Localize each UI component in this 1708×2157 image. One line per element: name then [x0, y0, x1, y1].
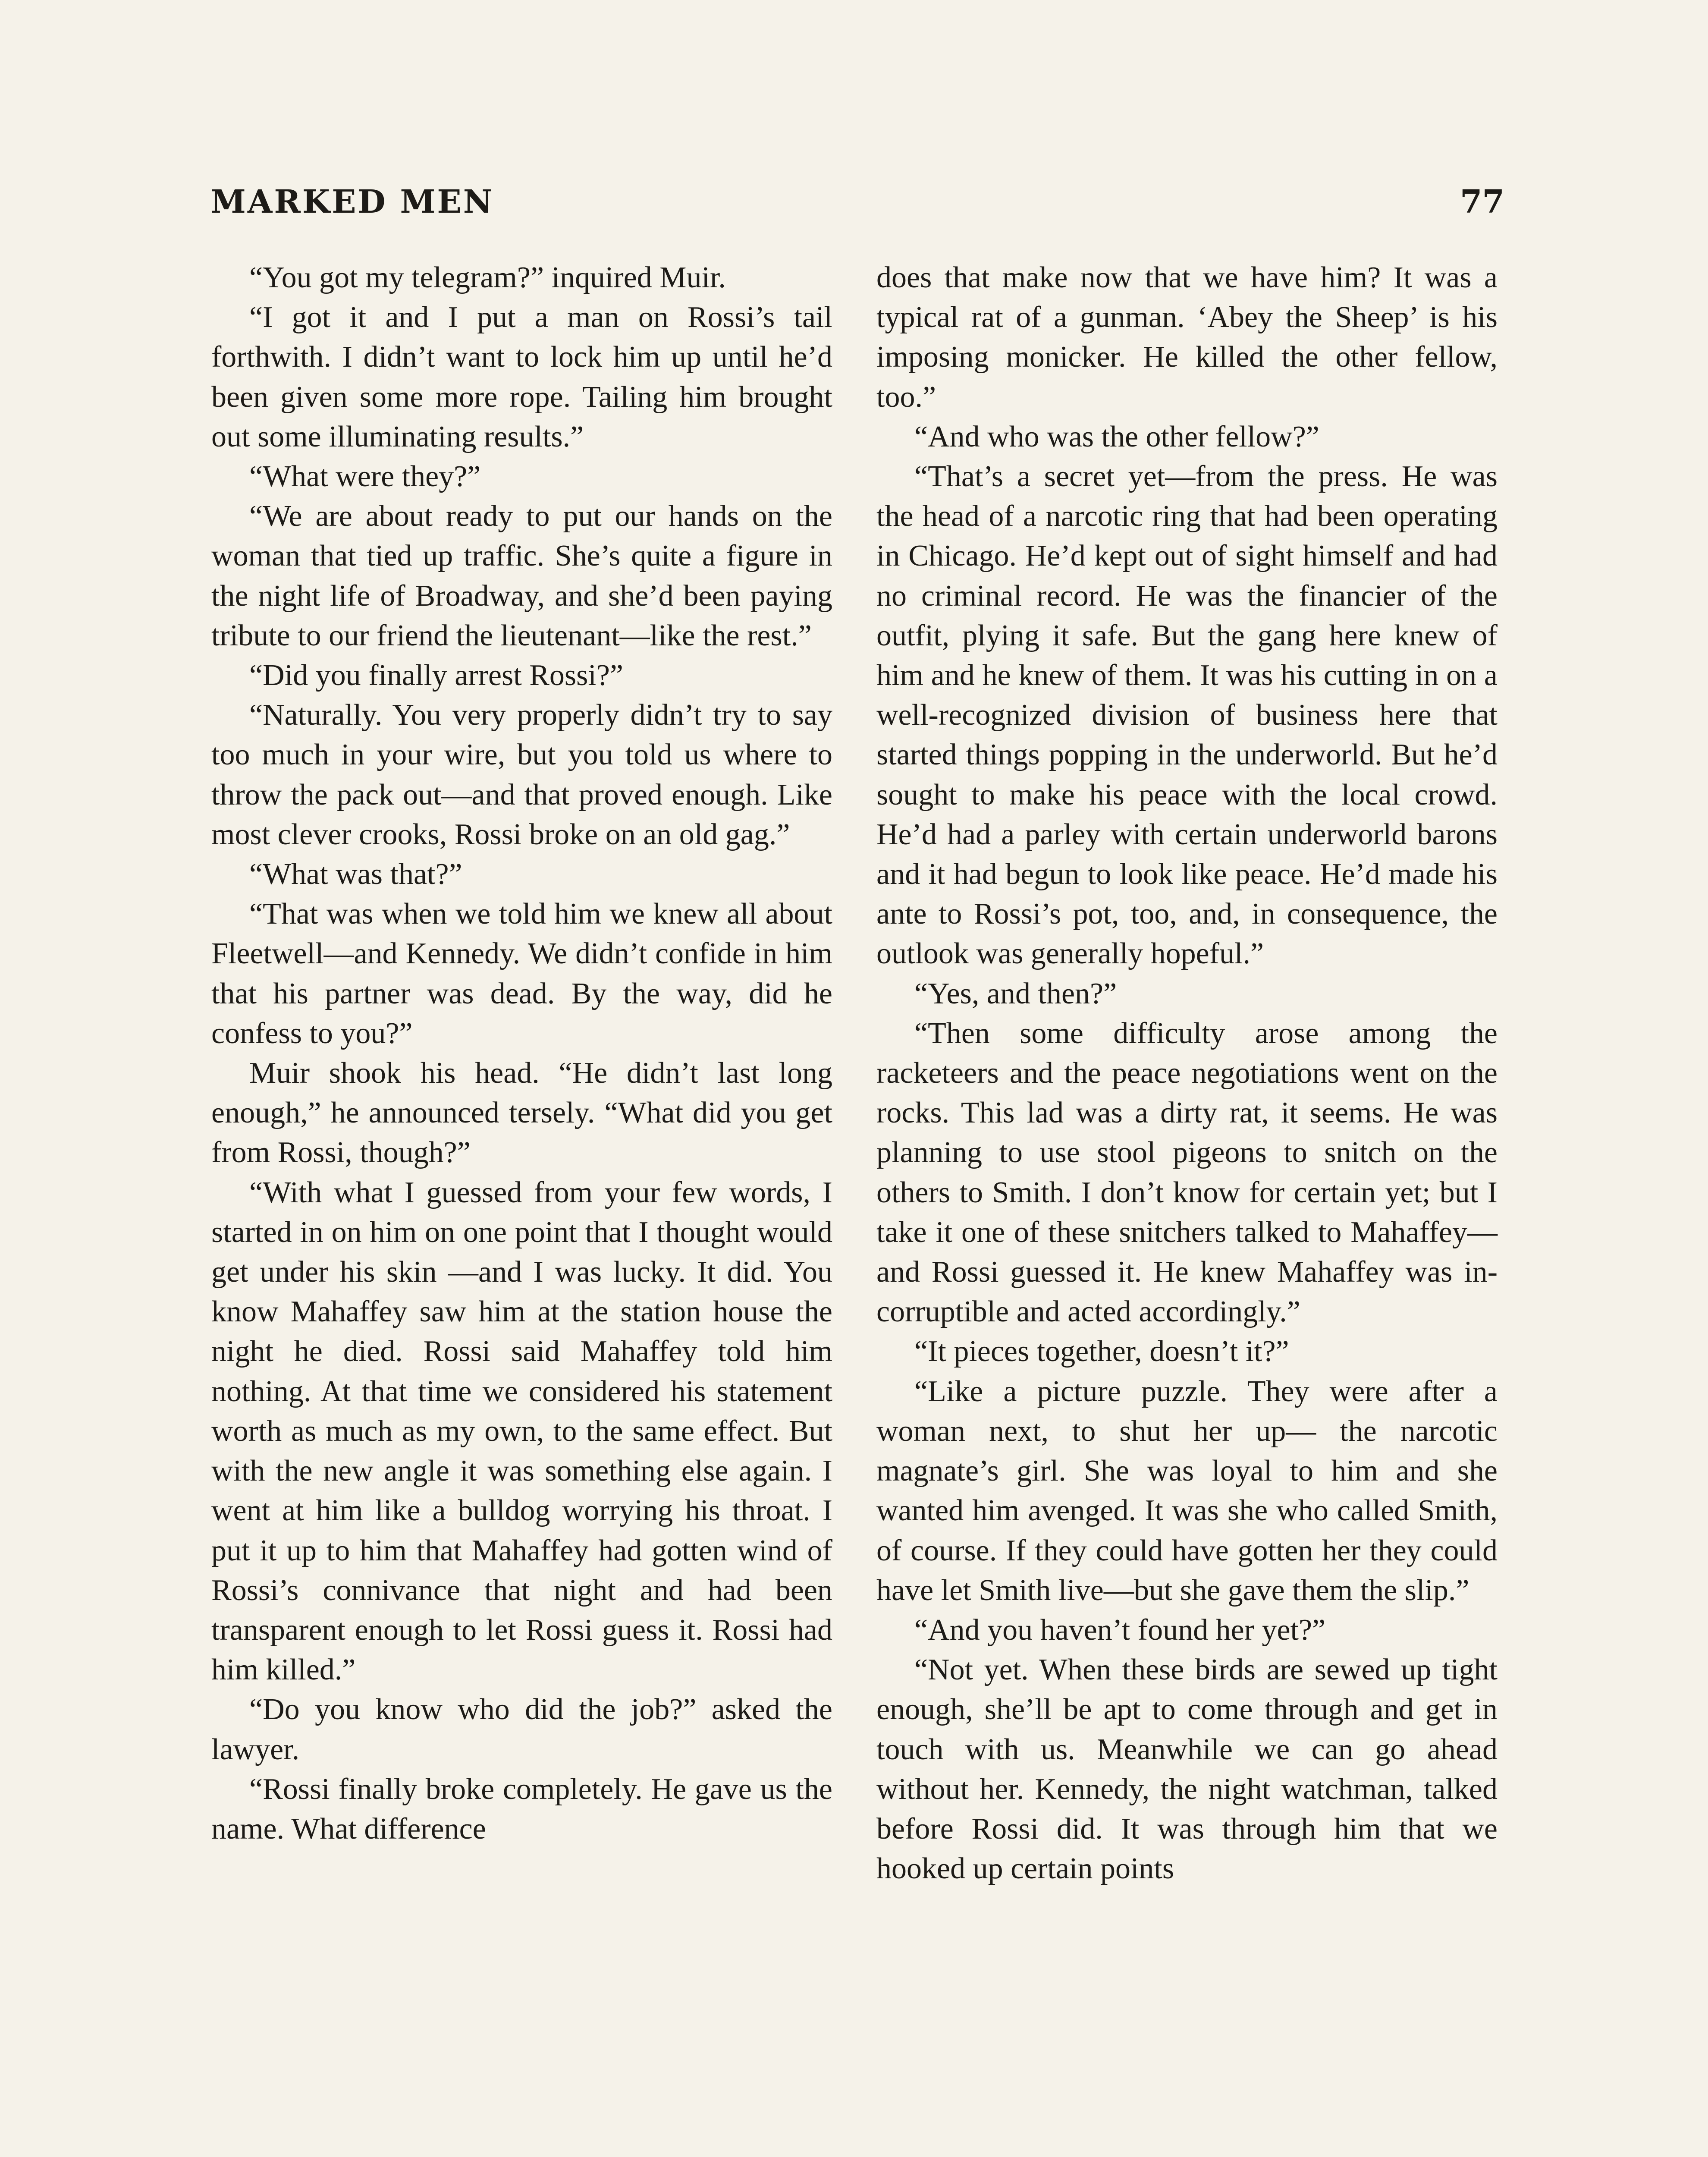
- paragraph: “Yes, and then?”: [914, 977, 1117, 1010]
- paragraph: “It pieces together, doesn’t it?”: [914, 1335, 1289, 1368]
- paragraph: “What was that?”: [249, 858, 462, 891]
- right-text-column: [876, 258, 1498, 2157]
- paragraph: “I got it and I put a man on Rossi’s tail forthwith. I didn’t want to lock him up until he’d been given some more rope. Tailing him brought out some illuminating results.”: [211, 301, 832, 453]
- paragraph: “You got my telegram?” inquired Muir.: [249, 261, 726, 294]
- paragraph: “That was when we told him we knew all about Fleetwell—and Kennedy. We didn’t confide in him that his partner was dead. By the way, did he confess to you?”: [211, 897, 832, 1050]
- paragraph: “Not yet. When these birds are sewed up tight enough, she’ll be apt to come through and get in touch with us. Meanwhile we can go ahead without her. Kennedy, the night watchman, talked before Rossi did. It was through him that we hooked up certain points: [876, 1653, 1498, 1886]
- paragraph: “Like a picture puzzle. They were after a woman next, to shut her up— the narcotic magnate’s girl. She was loyal to him and she wanted him avenged. It was she who called Smith, of course. If they could have gotten her they could have let Smith live—but she gave them the slip.”: [876, 1374, 1498, 1607]
- paragraph-continued: does that make now that we have him? It was a typical rat of a gunman. ‘Abey the Sheep’ is his imposing monicker. He killed the other fellow, too.”: [876, 261, 1498, 414]
- running-title: MARKED MEN: [210, 183, 494, 220]
- paragraph: “And you haven’t found her yet?”: [914, 1613, 1326, 1647]
- paragraph: “What were they?”: [249, 460, 481, 494]
- paragraph: “Do you know who did the job?” asked the lawyer.: [211, 1693, 832, 1766]
- paragraph: Muir shook his head. “He didn’t last long enough,” he announced tersely. “What did you get from Rossi, though?”: [211, 1056, 832, 1170]
- left-text-column: [211, 258, 832, 2157]
- paragraph: “We are about ready to put our hands on the woman that tied up traffic. She’s quite a figure in the night life of Broadway, and she’d been paying tribute to our friend the lieutenant—like the rest.”: [211, 500, 832, 652]
- page-number: 77: [1460, 183, 1504, 220]
- paragraph: “Did you finally arrest Rossi?”: [249, 659, 624, 692]
- paragraph: “And who was the other fellow?”: [914, 420, 1319, 453]
- paragraph: “Rossi finally broke completely. He gave us the name. What difference: [211, 1772, 832, 1846]
- paragraph: “That’s a secret yet—from the press. He was the head of a narcotic ring that had been operating in Chicago. He’d kept out of sight himself and had no criminal record. He was the financier of the outfit, plying it safe. But the gang here knew of him and he knew of them. It was his cutting in on a well-recognized division of business here that started things popping in the underworld. But he’d sought to make his peace with the local crowd. He’d had a parley with certain underworld barons and it had begun to look like peace. He’d made his ante to Rossi’s pot, too, and, in consequence, the outlook was generally hopeful.”: [876, 460, 1498, 971]
- paragraph: “Then some difficulty arose among the racketeers and the peace negotiations went on the rocks. This lad was a dirty rat, it seems. He was planning to use stool pigeons to snitch on the others to Smith. I don’t know for certain yet; but I take it one of these snitchers talked to Mahaffey—and Rossi guessed it. He knew Mahaffey was incorruptible and acted accordingly.”: [876, 1016, 1498, 1329]
- paragraph: “Naturally. You very properly didn’t try to say too much in your wire, but you told us where to throw the pack out—and that proved enough. Like most clever crooks, Rossi broke on an old gag.”: [211, 698, 832, 851]
- running-head: [210, 183, 1504, 235]
- paragraph: “With what I guessed from your few words, I started in on him on one point that I thought would get under his skin —and I was lucky. It did. You know Mahaffey saw him at the station house the night he died. Rossi said Mahaffey told him nothing. At that time we considered his statement worth as much as my own, to the same effect. But with the new angle it was something else again. I went at him like a bulldog worrying his throat. I put it up to him that Mahaffey had gotten wind of Rossi’s connivance that night and had been transparent enough to let Rossi guess it. Rossi had him killed.”: [211, 1176, 832, 1687]
